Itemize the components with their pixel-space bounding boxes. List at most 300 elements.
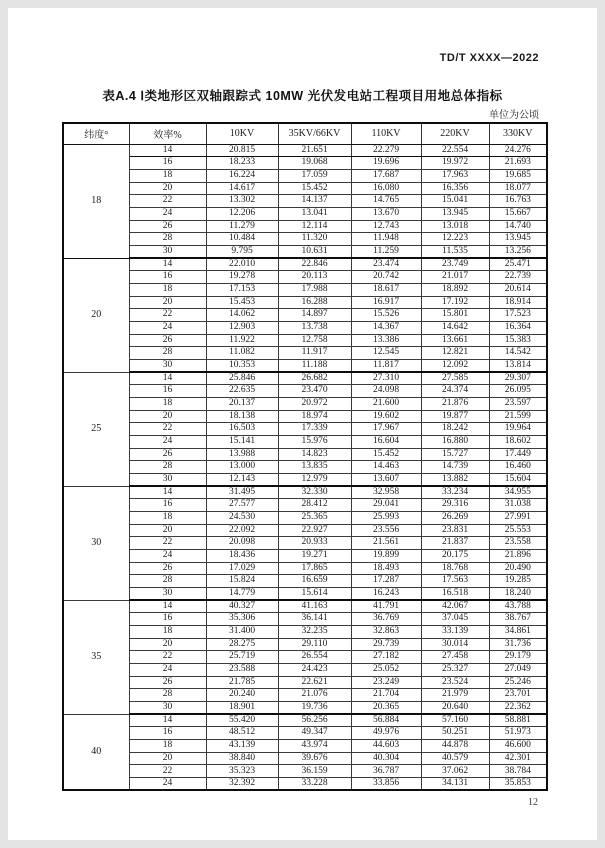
- value-cell: 12.223: [421, 233, 489, 246]
- column-header-5: 220KV: [421, 123, 489, 144]
- value-cell: 50.251: [421, 727, 489, 740]
- unit-note: 单位为公顷: [489, 110, 539, 121]
- efficiency-cell: 14: [129, 372, 206, 385]
- value-cell: 22.279: [351, 144, 421, 157]
- value-cell: 11.082: [206, 347, 278, 360]
- value-cell: 12.743: [351, 220, 421, 233]
- value-cell: 46.600: [489, 740, 547, 753]
- value-cell: 28.275: [206, 638, 278, 651]
- table-row: [63, 220, 547, 233]
- column-header-2: 10KV: [206, 123, 278, 144]
- value-cell: 25.846: [206, 372, 278, 385]
- value-cell: 13.607: [351, 473, 421, 486]
- value-cell: 19.271: [278, 550, 351, 563]
- table-row: [63, 195, 547, 208]
- value-cell: 26.095: [489, 385, 547, 398]
- efficiency-cell: 18: [129, 626, 206, 639]
- efficiency-cell: 16: [129, 727, 206, 740]
- value-cell: 15.604: [489, 473, 547, 486]
- efficiency-cell: 16: [129, 385, 206, 398]
- value-cell: 24.276: [489, 144, 547, 157]
- latitude-cell: 20: [63, 258, 129, 372]
- value-cell: 19.696: [351, 157, 421, 170]
- value-cell: 14.765: [351, 195, 421, 208]
- value-cell: 15.452: [278, 182, 351, 195]
- value-cell: 21.704: [351, 689, 421, 702]
- table-row: [63, 537, 547, 550]
- value-cell: 11.259: [351, 245, 421, 258]
- value-cell: 57.160: [421, 714, 489, 727]
- efficiency-cell: 22: [129, 309, 206, 322]
- value-cell: 44.878: [421, 740, 489, 753]
- table-title: 表A.4 Ⅰ类地形区双轴跟踪式 10MW 光伏发电站工程项目用地总体指标: [102, 89, 503, 103]
- value-cell: 16.880: [421, 435, 489, 448]
- table-row: [63, 144, 547, 157]
- efficiency-cell: 24: [129, 321, 206, 334]
- value-cell: 32.392: [206, 778, 278, 791]
- value-cell: 22.010: [206, 258, 278, 271]
- value-cell: 18.974: [278, 410, 351, 423]
- value-cell: 21.076: [278, 689, 351, 702]
- latitude-cell: 30: [63, 486, 129, 600]
- value-cell: 32.330: [278, 486, 351, 499]
- value-cell: 20.640: [421, 702, 489, 715]
- value-cell: 14.642: [421, 321, 489, 334]
- latitude-cell: 35: [63, 600, 129, 714]
- table-row: [63, 600, 547, 613]
- value-cell: 19.964: [489, 423, 547, 436]
- value-cell: 23.556: [351, 524, 421, 537]
- table-row: [63, 676, 547, 689]
- value-cell: 29.110: [278, 638, 351, 651]
- table-row: [63, 182, 547, 195]
- value-cell: 14.897: [278, 309, 351, 322]
- value-cell: 19.877: [421, 410, 489, 423]
- value-cell: 15.614: [278, 588, 351, 601]
- efficiency-cell: 24: [129, 435, 206, 448]
- value-cell: 38.784: [489, 765, 547, 778]
- value-cell: 16.518: [421, 588, 489, 601]
- efficiency-cell: 22: [129, 651, 206, 664]
- value-cell: 39.676: [278, 752, 351, 765]
- value-cell: 16.356: [421, 182, 489, 195]
- value-cell: 9.795: [206, 245, 278, 258]
- table-row: [63, 372, 547, 385]
- value-cell: 58.881: [489, 714, 547, 727]
- table-row: [63, 562, 547, 575]
- value-cell: 35.853: [489, 778, 547, 791]
- value-cell: 33.856: [351, 778, 421, 791]
- value-cell: 31.400: [206, 626, 278, 639]
- efficiency-cell: 16: [129, 157, 206, 170]
- value-cell: 16.604: [351, 435, 421, 448]
- value-cell: 21.785: [206, 676, 278, 689]
- table-row: [63, 296, 547, 309]
- efficiency-cell: 18: [129, 283, 206, 296]
- value-cell: 20.137: [206, 397, 278, 410]
- efficiency-cell: 28: [129, 575, 206, 588]
- value-cell: 12.903: [206, 321, 278, 334]
- value-cell: 22.927: [278, 524, 351, 537]
- value-cell: 23.474: [351, 258, 421, 271]
- value-cell: 17.963: [421, 169, 489, 182]
- value-cell: 10.484: [206, 233, 278, 246]
- value-cell: 29.739: [351, 638, 421, 651]
- value-cell: 43.139: [206, 740, 278, 753]
- value-cell: 21.979: [421, 689, 489, 702]
- value-cell: 56.256: [278, 714, 351, 727]
- value-cell: 11.188: [278, 359, 351, 372]
- value-cell: 22.739: [489, 271, 547, 284]
- value-cell: 19.602: [351, 410, 421, 423]
- efficiency-cell: 30: [129, 588, 206, 601]
- table-row: [63, 397, 547, 410]
- value-cell: 15.453: [206, 296, 278, 309]
- efficiency-cell: 20: [129, 638, 206, 651]
- value-cell: 40.327: [206, 600, 278, 613]
- value-cell: 20.098: [206, 537, 278, 550]
- value-cell: 17.988: [278, 283, 351, 296]
- value-cell: 14.823: [278, 448, 351, 461]
- table-row: [63, 486, 547, 499]
- value-cell: 19.285: [489, 575, 547, 588]
- efficiency-cell: 30: [129, 702, 206, 715]
- table-row: [63, 664, 547, 677]
- value-cell: 19.972: [421, 157, 489, 170]
- value-cell: 22.092: [206, 524, 278, 537]
- efficiency-cell: 20: [129, 752, 206, 765]
- value-cell: 26.554: [278, 651, 351, 664]
- value-cell: 24.530: [206, 511, 278, 524]
- value-cell: 21.561: [351, 537, 421, 550]
- value-cell: 27.585: [421, 372, 489, 385]
- value-cell: 23.558: [489, 537, 547, 550]
- value-cell: 26.682: [278, 372, 351, 385]
- table-row: [63, 435, 547, 448]
- value-cell: 21.693: [489, 157, 547, 170]
- value-cell: 20.614: [489, 283, 547, 296]
- efficiency-cell: 16: [129, 499, 206, 512]
- table-row: [63, 550, 547, 563]
- value-cell: 56.884: [351, 714, 421, 727]
- column-header-4: 110KV: [351, 123, 421, 144]
- value-cell: 15.041: [421, 195, 489, 208]
- value-cell: 14.463: [351, 461, 421, 474]
- value-cell: 11.922: [206, 334, 278, 347]
- value-cell: 13.835: [278, 461, 351, 474]
- efficiency-cell: 26: [129, 334, 206, 347]
- value-cell: 27.182: [351, 651, 421, 664]
- efficiency-cell: 14: [129, 600, 206, 613]
- value-cell: 16.080: [351, 182, 421, 195]
- table-row: [63, 689, 547, 702]
- value-cell: 51.973: [489, 727, 547, 740]
- value-cell: 36.787: [351, 765, 421, 778]
- value-cell: 35.306: [206, 613, 278, 626]
- value-cell: 27.458: [421, 651, 489, 664]
- table-row: [63, 638, 547, 651]
- value-cell: 21.896: [489, 550, 547, 563]
- value-cell: 41.791: [351, 600, 421, 613]
- value-cell: 10.631: [278, 245, 351, 258]
- value-cell: 11.535: [421, 245, 489, 258]
- table-row: [63, 245, 547, 258]
- value-cell: 29.041: [351, 499, 421, 512]
- efficiency-cell: 30: [129, 245, 206, 258]
- value-cell: 12.143: [206, 473, 278, 486]
- document-number: TD/T XXXX—2022: [439, 52, 539, 64]
- value-cell: 16.503: [206, 423, 278, 436]
- value-cell: 22.846: [278, 258, 351, 271]
- value-cell: 12.092: [421, 359, 489, 372]
- value-cell: 21.600: [351, 397, 421, 410]
- value-cell: 36.769: [351, 613, 421, 626]
- value-cell: 21.017: [421, 271, 489, 284]
- value-cell: 13.386: [351, 334, 421, 347]
- value-cell: 20.815: [206, 144, 278, 157]
- value-cell: 18.233: [206, 157, 278, 170]
- value-cell: 43.788: [489, 600, 547, 613]
- value-cell: 13.814: [489, 359, 547, 372]
- value-cell: 20.933: [278, 537, 351, 550]
- value-cell: 31.736: [489, 638, 547, 651]
- table-row: [63, 157, 547, 170]
- table-row: [63, 461, 547, 474]
- value-cell: 17.287: [351, 575, 421, 588]
- value-cell: 10.353: [206, 359, 278, 372]
- value-cell: 27.310: [351, 372, 421, 385]
- value-cell: 25.993: [351, 511, 421, 524]
- value-cell: 16.659: [278, 575, 351, 588]
- value-cell: 15.976: [278, 435, 351, 448]
- value-cell: 22.635: [206, 385, 278, 398]
- value-cell: 27.991: [489, 511, 547, 524]
- value-cell: 26.269: [421, 511, 489, 524]
- value-cell: 17.192: [421, 296, 489, 309]
- efficiency-cell: 14: [129, 486, 206, 499]
- value-cell: 13.000: [206, 461, 278, 474]
- value-cell: 55.420: [206, 714, 278, 727]
- page-number: 12: [528, 797, 538, 808]
- value-cell: 18.892: [421, 283, 489, 296]
- table-header-row: [63, 123, 547, 144]
- value-cell: 16.763: [489, 195, 547, 208]
- value-cell: 21.651: [278, 144, 351, 157]
- table-row: [63, 169, 547, 182]
- value-cell: 30.014: [421, 638, 489, 651]
- value-cell: 13.670: [351, 207, 421, 220]
- value-cell: 13.988: [206, 448, 278, 461]
- value-cell: 11.320: [278, 233, 351, 246]
- table-row: [63, 448, 547, 461]
- value-cell: 18.901: [206, 702, 278, 715]
- value-cell: 22.362: [489, 702, 547, 715]
- efficiency-cell: 20: [129, 524, 206, 537]
- value-cell: 20.972: [278, 397, 351, 410]
- efficiency-cell: 28: [129, 689, 206, 702]
- efficiency-cell: 26: [129, 676, 206, 689]
- value-cell: 18.436: [206, 550, 278, 563]
- value-cell: 20.113: [278, 271, 351, 284]
- value-cell: 17.967: [351, 423, 421, 436]
- value-cell: 16.364: [489, 321, 547, 334]
- value-cell: 19.278: [206, 271, 278, 284]
- value-cell: 16.224: [206, 169, 278, 182]
- value-cell: 27.049: [489, 664, 547, 677]
- efficiency-cell: 18: [129, 740, 206, 753]
- value-cell: 14.367: [351, 321, 421, 334]
- value-cell: 14.739: [421, 461, 489, 474]
- value-cell: 12.545: [351, 347, 421, 360]
- column-header-3: 35KV/66KV: [278, 123, 351, 144]
- value-cell: 38.767: [489, 613, 547, 626]
- value-cell: 12.758: [278, 334, 351, 347]
- efficiency-cell: 22: [129, 423, 206, 436]
- efficiency-cell: 22: [129, 195, 206, 208]
- value-cell: 32.235: [278, 626, 351, 639]
- value-cell: 17.523: [489, 309, 547, 322]
- value-cell: 12.206: [206, 207, 278, 220]
- value-cell: 23.588: [206, 664, 278, 677]
- efficiency-cell: 30: [129, 473, 206, 486]
- efficiency-cell: 20: [129, 182, 206, 195]
- value-cell: 13.945: [489, 233, 547, 246]
- value-cell: 33.228: [278, 778, 351, 791]
- value-cell: 38.840: [206, 752, 278, 765]
- value-cell: 11.948: [351, 233, 421, 246]
- value-cell: 20.365: [351, 702, 421, 715]
- table-row: [63, 385, 547, 398]
- value-cell: 14.779: [206, 588, 278, 601]
- table-row: [63, 309, 547, 322]
- value-cell: 12.979: [278, 473, 351, 486]
- table-row: [63, 651, 547, 664]
- value-cell: 21.599: [489, 410, 547, 423]
- value-cell: 48.512: [206, 727, 278, 740]
- value-cell: 15.801: [421, 309, 489, 322]
- efficiency-cell: 24: [129, 207, 206, 220]
- latitude-cell: 25: [63, 372, 129, 486]
- value-cell: 13.041: [278, 207, 351, 220]
- table-row: [63, 207, 547, 220]
- value-cell: 29.316: [421, 499, 489, 512]
- table-row: [63, 702, 547, 715]
- efficiency-cell: 26: [129, 448, 206, 461]
- value-cell: 34.861: [489, 626, 547, 639]
- value-cell: 29.307: [489, 372, 547, 385]
- efficiency-cell: 16: [129, 271, 206, 284]
- value-cell: 23.597: [489, 397, 547, 410]
- efficiency-cell: 30: [129, 359, 206, 372]
- value-cell: 24.098: [351, 385, 421, 398]
- efficiency-cell: 14: [129, 144, 206, 157]
- value-cell: 14.542: [489, 347, 547, 360]
- table-row: [63, 626, 547, 639]
- value-cell: 43.974: [278, 740, 351, 753]
- value-cell: 13.661: [421, 334, 489, 347]
- efficiency-cell: 20: [129, 410, 206, 423]
- value-cell: 23.749: [421, 258, 489, 271]
- table-row: [63, 271, 547, 284]
- value-cell: 15.667: [489, 207, 547, 220]
- table-row: [63, 359, 547, 372]
- efficiency-cell: 28: [129, 233, 206, 246]
- efficiency-cell: 24: [129, 778, 206, 791]
- value-cell: 25.327: [421, 664, 489, 677]
- value-cell: 36.141: [278, 613, 351, 626]
- value-cell: 15.824: [206, 575, 278, 588]
- value-cell: 15.526: [351, 309, 421, 322]
- efficiency-cell: 24: [129, 550, 206, 563]
- value-cell: 16.917: [351, 296, 421, 309]
- value-cell: 23.249: [351, 676, 421, 689]
- table-row: [63, 714, 547, 727]
- value-cell: 25.246: [489, 676, 547, 689]
- value-cell: 13.018: [421, 220, 489, 233]
- value-cell: 23.701: [489, 689, 547, 702]
- value-cell: 40.304: [351, 752, 421, 765]
- table-row: [63, 423, 547, 436]
- latitude-cell: 18: [63, 144, 129, 258]
- value-cell: 22.554: [421, 144, 489, 157]
- table-row: [63, 410, 547, 423]
- table-row: [63, 473, 547, 486]
- value-cell: 20.490: [489, 562, 547, 575]
- value-cell: 12.821: [421, 347, 489, 360]
- value-cell: 23.831: [421, 524, 489, 537]
- value-cell: 14.617: [206, 182, 278, 195]
- value-cell: 18.602: [489, 435, 547, 448]
- table-row: [63, 511, 547, 524]
- table-row: [63, 499, 547, 512]
- efficiency-cell: 22: [129, 765, 206, 778]
- value-cell: 18.914: [489, 296, 547, 309]
- efficiency-cell: 18: [129, 397, 206, 410]
- value-cell: 16.460: [489, 461, 547, 474]
- value-cell: 15.727: [421, 448, 489, 461]
- value-cell: 41.163: [278, 600, 351, 613]
- value-cell: 37.045: [421, 613, 489, 626]
- value-cell: 14.137: [278, 195, 351, 208]
- value-cell: 25.719: [206, 651, 278, 664]
- table-row: [63, 233, 547, 246]
- value-cell: 19.685: [489, 169, 547, 182]
- table-row: [63, 283, 547, 296]
- value-cell: 20.742: [351, 271, 421, 284]
- table-row: [63, 778, 547, 791]
- value-cell: 33.234: [421, 486, 489, 499]
- value-cell: 17.687: [351, 169, 421, 182]
- value-cell: 34.955: [489, 486, 547, 499]
- value-cell: 31.038: [489, 499, 547, 512]
- value-cell: 16.288: [278, 296, 351, 309]
- document-page: [8, 8, 597, 840]
- efficiency-cell: 18: [129, 511, 206, 524]
- value-cell: 34.131: [421, 778, 489, 791]
- value-cell: 19.068: [278, 157, 351, 170]
- value-cell: 40.579: [421, 752, 489, 765]
- value-cell: 42.067: [421, 600, 489, 613]
- column-header-0: 纬度°: [63, 123, 129, 144]
- value-cell: 18.493: [351, 562, 421, 575]
- value-cell: 20.240: [206, 689, 278, 702]
- value-cell: 15.141: [206, 435, 278, 448]
- value-cell: 19.736: [278, 702, 351, 715]
- efficiency-cell: 14: [129, 258, 206, 271]
- value-cell: 21.876: [421, 397, 489, 410]
- efficiency-cell: 18: [129, 169, 206, 182]
- value-cell: 13.256: [489, 245, 547, 258]
